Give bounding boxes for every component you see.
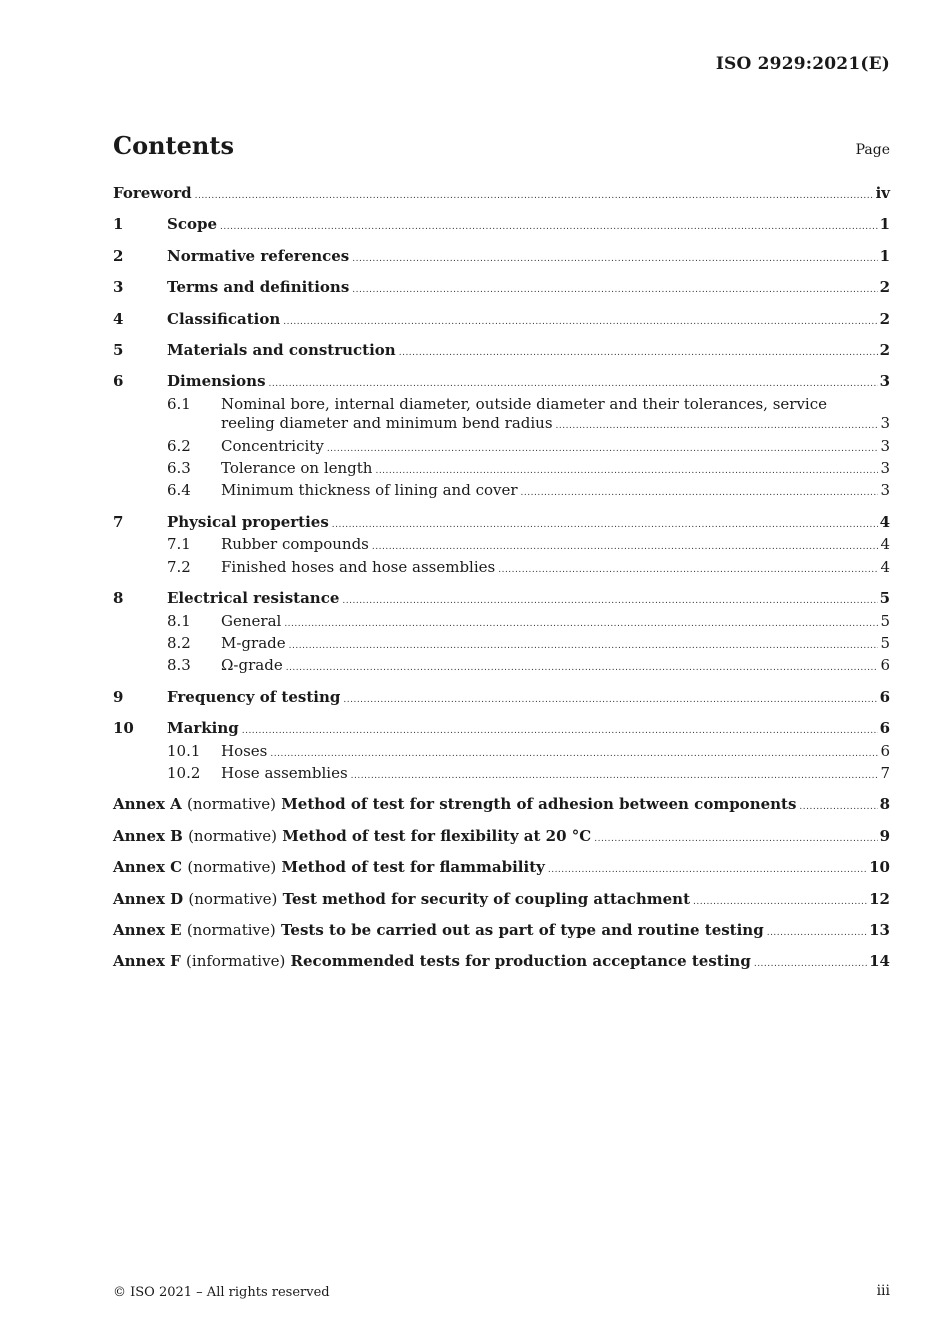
footer-copyright: © ISO 2021 – All rights reserved	[113, 1285, 330, 1300]
toc-title: Concentricity	[221, 436, 324, 455]
dot-leader	[343, 691, 877, 710]
dot-leader	[352, 281, 877, 300]
dot-leader	[286, 659, 879, 678]
annex-kind: (normative)	[187, 858, 277, 877]
toc-entry-foreword[interactable]	[113, 184, 890, 206]
annex-title: Tests to be carried out as part of type and routine testing	[280, 920, 764, 939]
toc-subentry-8-3[interactable]	[113, 656, 890, 678]
toc-title: Frequency of testing	[167, 687, 341, 706]
annex-label: Annex A	[113, 795, 182, 814]
toc-page: 5	[879, 589, 890, 608]
dot-leader	[332, 516, 878, 535]
toc-number: 8	[113, 589, 124, 608]
toc-page: 6	[880, 741, 890, 760]
toc-subentry-6-1[interactable]	[113, 395, 890, 414]
toc-title: Normative references	[167, 246, 350, 265]
toc-subentry-10-2[interactable]	[113, 764, 890, 786]
toc-page: 4	[880, 557, 890, 576]
annex-heading	[113, 921, 764, 940]
toc-page: 12	[869, 889, 890, 908]
toc-number: 5	[113, 341, 124, 360]
toc-title: Rubber compounds	[221, 535, 369, 554]
dot-leader	[195, 187, 874, 206]
toc-entry-marking[interactable]	[113, 719, 890, 741]
toc-entry-annex-d[interactable]	[113, 890, 890, 912]
toc-entry-electrical-resistance[interactable]	[113, 589, 890, 611]
contents-title: Contents	[113, 131, 234, 160]
dot-leader	[693, 893, 867, 912]
toc-title: Terms and definitions	[167, 278, 350, 297]
toc-page: 10	[869, 858, 890, 877]
toc-entry-frequency-testing[interactable]	[113, 688, 890, 710]
dot-leader	[351, 767, 879, 786]
dot-leader	[372, 538, 879, 557]
dot-leader	[270, 745, 878, 764]
toc-page: 9	[879, 826, 890, 845]
toc-title: Minimum thickness of lining and cover	[221, 481, 518, 500]
toc-number: 10	[113, 719, 134, 738]
toc-number: 2	[113, 246, 124, 265]
annex-title: Method of test for flammability	[281, 858, 545, 877]
toc-title: Scope	[167, 215, 218, 234]
annex-title: Method of test for flexibility at 20 °C	[282, 826, 592, 845]
dot-leader	[220, 218, 878, 237]
toc-title: Ω-grade	[221, 656, 283, 675]
annex-label: Annex B	[113, 826, 183, 845]
toc-entry-dimensions[interactable]	[113, 372, 890, 394]
toc-number: 7.2	[167, 557, 191, 576]
toc-page: 14	[869, 952, 890, 971]
toc-entry-annex-e[interactable]	[113, 921, 890, 943]
toc-page: 1	[879, 246, 890, 265]
annex-heading	[113, 890, 690, 909]
annex-title: Method of test for strength of adhesion between components	[281, 795, 797, 814]
toc-page: 2	[879, 278, 890, 297]
toc-number: 6	[113, 372, 124, 391]
toc-number: 3	[113, 278, 124, 297]
dot-leader	[754, 955, 867, 974]
toc-subentry-8-2[interactable]	[113, 634, 890, 656]
toc-page: 3	[880, 481, 890, 500]
toc-title: Foreword	[113, 184, 192, 202]
toc-page: 3	[880, 459, 890, 478]
toc-title-line1: Nominal bore, internal diameter, outside diameter and their tolerances, service	[221, 394, 828, 413]
annex-kind: (informative)	[186, 952, 286, 971]
toc-page: 3	[880, 436, 890, 455]
toc-number: 10.1	[167, 741, 201, 760]
toc-title: Hose assemblies	[221, 763, 348, 782]
annex-heading	[113, 952, 751, 971]
toc-page: 2	[879, 341, 890, 360]
footer-page-number: iii	[876, 1283, 890, 1299]
toc-entry-materials-construction[interactable]	[113, 341, 890, 363]
toc-entry-scope[interactable]	[113, 215, 890, 237]
toc-title: Finished hoses and hose assemblies	[221, 557, 496, 576]
toc-entry-physical-properties[interactable]	[113, 513, 890, 535]
toc-title: Physical properties	[167, 512, 329, 531]
annex-heading	[113, 858, 545, 877]
dot-leader	[799, 798, 877, 817]
annex-kind: (normative)	[188, 889, 278, 908]
toc-number: 4	[113, 309, 124, 328]
toc-page: 1	[879, 215, 890, 234]
toc-page: 6	[880, 656, 890, 675]
toc-subentry-7-2[interactable]	[113, 558, 890, 580]
toc-page: 8	[879, 795, 890, 814]
page-column-label: Page	[855, 142, 890, 158]
toc-page: 3	[879, 372, 890, 391]
toc-title: General	[221, 611, 282, 630]
dot-leader	[548, 861, 867, 880]
toc-title: M-grade	[221, 633, 286, 652]
toc-number: 7	[113, 512, 124, 531]
table-of-contents	[113, 184, 890, 975]
toc-number: 8.3	[167, 656, 191, 675]
annex-label: Annex C	[113, 858, 183, 877]
toc-number: 8.1	[167, 611, 191, 630]
dot-leader	[767, 924, 867, 943]
annex-title: Recommended tests for production acceptance testing	[290, 952, 751, 971]
dot-leader	[283, 313, 877, 332]
annex-kind: (normative)	[188, 826, 277, 845]
annex-title: Test method for security of coupling attachment	[282, 889, 690, 908]
annex-heading	[113, 827, 591, 846]
toc-number: 9	[113, 687, 124, 706]
toc-page: 7	[880, 763, 890, 782]
annex-label: Annex F	[113, 952, 181, 971]
toc-entry-annex-a[interactable]	[113, 795, 890, 817]
toc-number: 6.4	[167, 481, 191, 500]
toc-subentry-6-4[interactable]	[113, 481, 890, 503]
toc-subentry-6-2[interactable]	[113, 437, 890, 459]
dot-leader	[556, 417, 879, 436]
dot-leader	[327, 440, 879, 459]
dot-leader	[342, 592, 877, 611]
toc-number: 8.2	[167, 633, 191, 652]
toc-page: 2	[879, 309, 890, 328]
toc-number: 7.1	[167, 535, 191, 554]
dot-leader	[594, 830, 877, 849]
toc-number: 6.3	[167, 459, 191, 478]
toc-entry-normative-references[interactable]	[113, 247, 890, 269]
toc-title: Marking	[167, 719, 239, 738]
toc-page: 6	[879, 687, 890, 706]
toc-number: 1	[113, 215, 124, 234]
toc-page: 13	[869, 920, 890, 939]
annex-heading	[113, 795, 796, 814]
annex-kind: (normative)	[187, 795, 276, 814]
toc-page: iv	[875, 184, 890, 202]
toc-title: Hoses	[221, 741, 268, 760]
toc-page: 6	[879, 719, 890, 738]
toc-subentry-8-1[interactable]	[113, 612, 890, 634]
toc-number: 6.1	[167, 394, 191, 413]
toc-subentry-6-1-cont[interactable]	[113, 414, 890, 436]
toc-title: Tolerance on length	[221, 459, 373, 478]
toc-title: Dimensions	[167, 372, 266, 391]
toc-page: 4	[879, 512, 890, 531]
toc-entry-annex-f[interactable]	[113, 952, 890, 974]
toc-subentry-10-1[interactable]	[113, 742, 890, 764]
dot-leader	[498, 561, 878, 580]
toc-number: 6.2	[167, 436, 191, 455]
dot-leader	[375, 462, 878, 481]
toc-subentry-7-1[interactable]	[113, 535, 890, 557]
dot-leader	[284, 615, 878, 634]
annex-label: Annex D	[113, 889, 184, 908]
toc-entry-terms-definitions[interactable]	[113, 278, 890, 300]
dot-leader	[399, 344, 878, 363]
dot-leader	[352, 250, 877, 269]
toc-title: Electrical resistance	[167, 589, 340, 608]
toc-title: Classification	[167, 309, 281, 328]
dot-leader	[521, 484, 879, 503]
toc-page: 3	[880, 414, 890, 433]
dot-leader	[242, 722, 878, 741]
document-id: ISO 2929:2021(E)	[715, 54, 890, 74]
toc-title: Materials and construction	[167, 341, 396, 360]
toc-entry-annex-b[interactable]	[113, 827, 890, 849]
toc-entry-classification[interactable]	[113, 310, 890, 332]
toc-page: 4	[880, 535, 890, 554]
toc-number: 10.2	[167, 763, 201, 782]
toc-page: 5	[880, 633, 890, 652]
toc-subentry-6-3[interactable]	[113, 459, 890, 481]
dot-leader	[269, 375, 878, 394]
dot-leader	[289, 637, 879, 656]
annex-kind: (normative)	[186, 920, 276, 939]
annex-label: Annex E	[113, 920, 182, 939]
toc-title-line2: reeling diameter and minimum bend radius	[221, 414, 553, 433]
toc-entry-annex-c[interactable]	[113, 858, 890, 880]
toc-page: 5	[880, 611, 890, 630]
